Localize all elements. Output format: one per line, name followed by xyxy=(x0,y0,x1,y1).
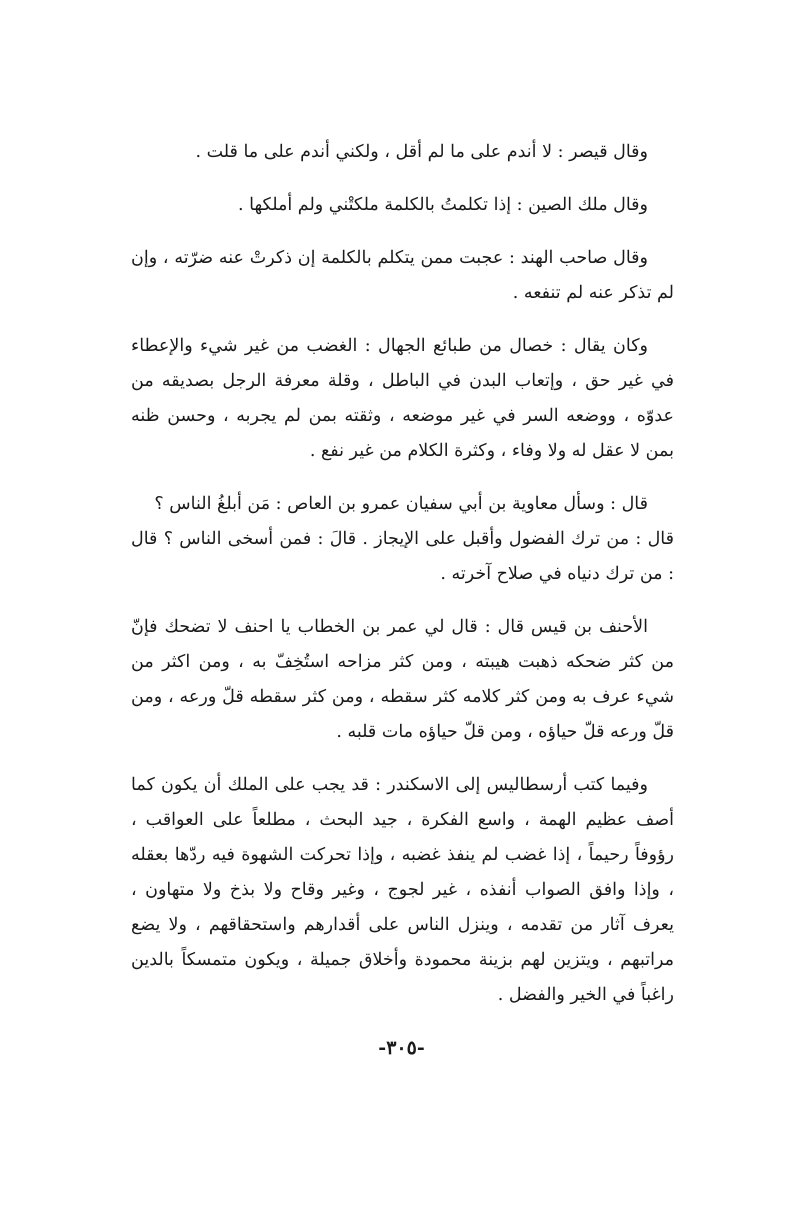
paragraph-ruler-of-india: وقال صاحب الهند : عجبت ممن يتكلم بالكلمة إن ذكرتْ عنه ضرّته ، وإن لم تذكر عنه لم تنفعه . xyxy=(131,248,674,303)
paragraph-ahnaf-bin-qais: الأحنف بن قيس قال : قال لي عمر بن الخطاب يا احنف لا تضحك فإنّ من كثر ضحكه ذهبت هيبته ، ومن كثر مزاحه استُخِفّ به ، ومن اكثر من شيء عرف به ومن كثر كلامه كثر سقطه ، ومن كثر سقطه قلّ ورعه ، ومن قلّ ورعه قلّ حياؤه ، ومن قلّ حياؤه مات قلبه . xyxy=(131,617,674,742)
page-number: -٣٠٥- xyxy=(378,1037,425,1059)
paragraph-king-of-china: وقال ملك الصين : إذا تكلمتُ بالكلمة ملكتْني ولم أملكها . xyxy=(238,195,648,215)
paragraph-caesar: وقال قيصر : لا أندم على ما لم أقل ، ولكني أندم على ما قلت . xyxy=(195,142,648,162)
page-body xyxy=(131,135,674,1031)
paragraph-muawiya-question: قال : وسأل معاوية بن أبي سفيان عمرو بن العاص : مَن أبلغُ الناس ؟ xyxy=(154,494,648,514)
paragraph-amr-answer: قال : من ترك الفضول وأقبل على الإيجاز . قالَ : فمن أسخى الناس ؟ قال : من ترك دنياه في صلاح آخرته . xyxy=(131,529,674,584)
paragraph-traits-of-ignorant: وكان يقال : خصال من طبائع الجهال : الغضب من غير شيء والإعطاء في غير حق ، وإتعاب البدن في الباطل ، وقلة معرفة الرجل بصديقه من عدوّه ، ووضعه السر في غير موضعه ، وثقته بمن لم يجربه ، وحسن ظنه بمن لا عقل له ولا وفاء ، وكثرة الكلام من غير نفع . xyxy=(131,336,674,461)
paragraph-aristotle-letter: وفيما كتب أرسطاليس إلى الاسكندر : قد يجب على الملك أن يكون كما أصف عظيم الهمة ، واسع الفكرة ، جيد البحث ، مطلعاً على العواقب ، رؤوفاً رحيماً ، إذا غضب لم ينفذ غضبه ، وإذا تحركت الشهوة فيه ردّها بعقله ، وإذا وافق الصواب أنفذه ، غير لجوج ، وغير وقاح ولا بذخ ولا متهاون ، يعرف آثار من تقدمه ، وينزل الناس على أقدارهم واستحقاقهم ، ولا يضع مراتبهم ، ويتزين لهم بزينة محمودة وأخلاق جميلة ، ويكون متمسكاً بالدين راغباً في الخير والفضل . xyxy=(131,775,674,1005)
